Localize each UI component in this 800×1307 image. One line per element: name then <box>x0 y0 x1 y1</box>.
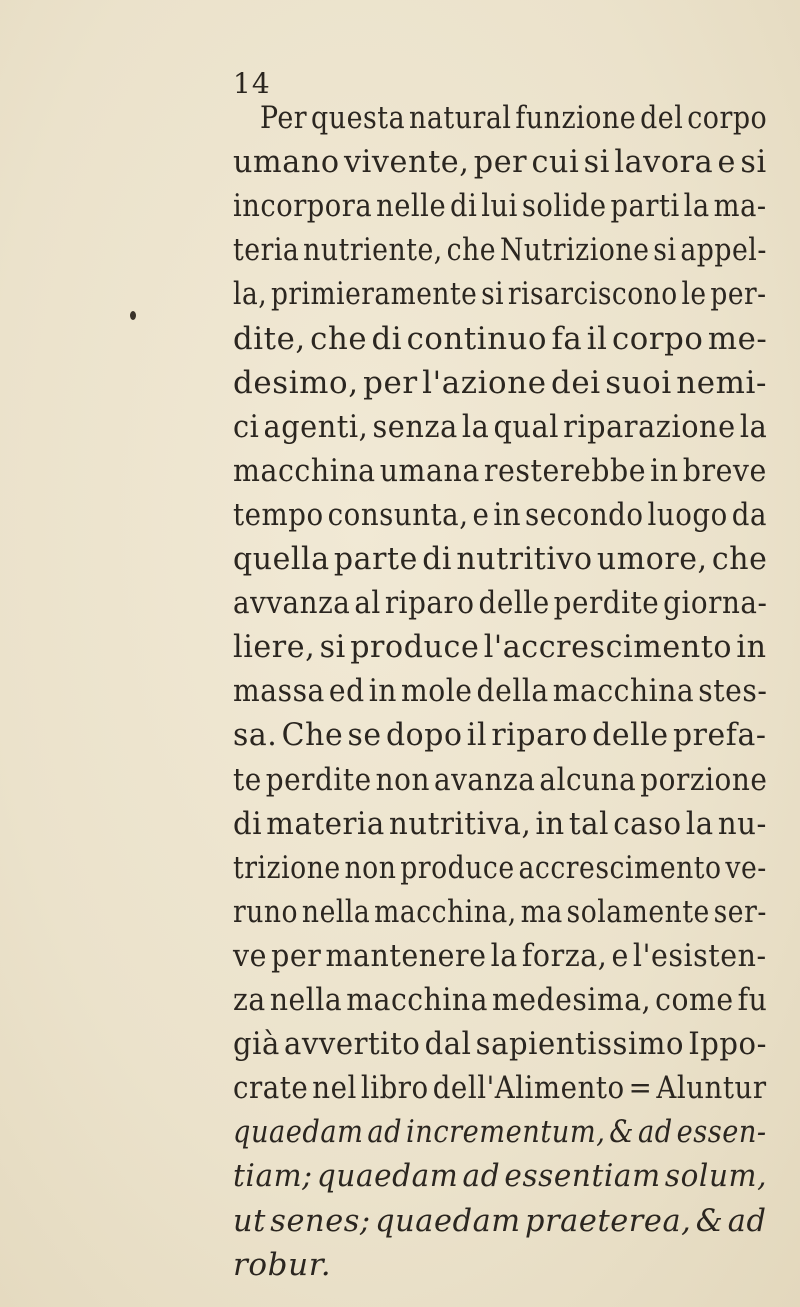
text-line: sa. Che se dopo il riparo delle prefa- <box>233 717 767 754</box>
text-line: ve per mantenere la forza, e l'esisten- <box>233 937 767 974</box>
text-line: crate nel libro dell'Alimento = Aluntur <box>233 1070 767 1107</box>
text-line: ut senes; quaedam praeterea, & ad <box>233 1202 767 1239</box>
text-line: Per questa natural funzione del corpo <box>260 100 768 136</box>
text-line: robur. <box>233 1246 332 1283</box>
text-line: teria nutriente, che Nutrizione si appel- <box>233 232 767 269</box>
text-line: runo nella macchina, ma solamente ser- <box>233 893 767 930</box>
text-line: incorpora nelle di lui solide parti la ma- <box>233 188 767 225</box>
text-line: desimo, per l'azione dei suoi nemi- <box>233 364 767 401</box>
text-line: dite, che di continuo fa il corpo me- <box>233 320 768 357</box>
text-line: te perdite non avanza alcuna porzione <box>233 761 768 798</box>
text-line: avvanza al riparo delle perdite giorna- <box>233 585 768 622</box>
text-line: di materia nutritiva, in tal caso la nu- <box>233 805 767 842</box>
text-line: za nella macchina medesima, come fu <box>233 982 768 1018</box>
text-line: tiam; quaedam ad essentiam solum, <box>233 1158 768 1195</box>
text-line: massa ed in mole della macchina stes- <box>233 673 768 710</box>
text-line: tempo consunta, e in secondo luogo da <box>233 496 768 533</box>
text-line: macchina umana resterebbe in breve <box>233 452 767 489</box>
text-line: già avvertito dal sapientissimo Ippo- <box>233 1026 767 1063</box>
page-number: 14 <box>233 67 271 100</box>
text-line: ci agenti, senza la qual riparazione la <box>233 408 768 445</box>
text-line: trizione non produce accrescimento ve- <box>233 849 767 886</box>
text-line: la, primieramente si risarciscono le per- <box>233 276 767 313</box>
text-line: liere, si produce l'accrescimento in <box>233 629 767 666</box>
text-line: umano vivente, per cui si lavora e si <box>233 144 767 181</box>
text-line: quaedam ad incrementum, & ad essen- <box>233 1114 767 1151</box>
text-line: quella parte di nutritivo umore, che <box>233 541 768 577</box>
